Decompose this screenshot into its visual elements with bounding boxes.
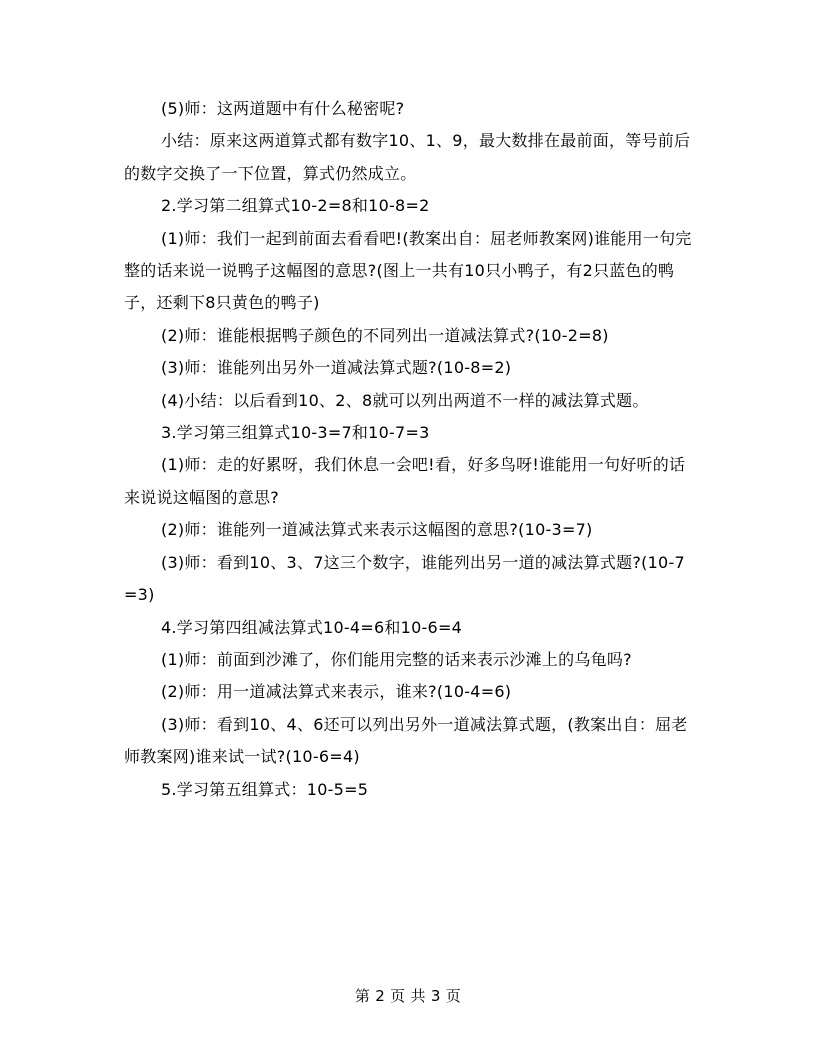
document-body (124, 93, 696, 806)
paragraph: (3)师：谁能列出另外一道减法算式题?(10-8=2) (161, 358, 512, 378)
page-number-footer: 第 2 页 共 3 页 (354, 987, 462, 1005)
paragraph: (3)师：看到10、3、7这三个数字，谁能列出另一道的减法算式题?(10-7=3) (124, 552, 685, 605)
paragraph: 小结：原来这两道算式都有数字10、1、9，最大数排在最前面，等号前后的数字交换了一下位置，算式仍然成立。 (124, 131, 691, 183)
section-heading: 2.学习第二组算式10-2=8和10-8=2 (161, 196, 430, 216)
paragraph: (4)小结：以后看到10、2、8就可以列出两道不一样的减法算式题。 (161, 390, 649, 410)
paragraph: (2)师：用一道减法算式来表示，谁来?(10-4=6) (161, 682, 512, 702)
paragraph: (1)师：走的好累呀，我们休息一会吧!看，好多鸟呀!谁能用一句好听的话来说说这幅图的意思? (124, 455, 686, 507)
section-heading: 4.学习第四组减法算式10-4=6和10-6=4 (161, 617, 463, 637)
section-heading: 3.学习第三组算式10-3=7和10-7=3 (161, 423, 430, 443)
section-heading: 5.学习第五组算式：10-5=5 (161, 779, 369, 799)
paragraph: (2)师：谁能根据鸭子颜色的不同列出一道减法算式?(10-2=8) (161, 325, 609, 345)
paragraph: (3)师：看到10、4、6还可以列出另外一道减法算式题，(教案出自：屈老师教案网)谁来试一试?(10-6=4) (124, 714, 688, 767)
paragraph: (5)师：这两道题中有什么秘密呢? (161, 99, 405, 118)
paragraph: (2)师：谁能列一道减法算式来表示这幅图的意思?(10-3=7) (161, 520, 593, 540)
paragraph: (1)师：前面到沙滩了，你们能用完整的话来表示沙滩上的乌龟吗? (161, 649, 632, 669)
paragraph: (1)师：我们一起到前面去看看吧!(教案出自：屈老师教案网)谁能用一句完整的话来说一说鸭子这幅图的意思?(图上一共有10只小鸭子，有2只蓝色的鸭子，还剩下8只黄色的鸭子) (124, 228, 692, 313)
